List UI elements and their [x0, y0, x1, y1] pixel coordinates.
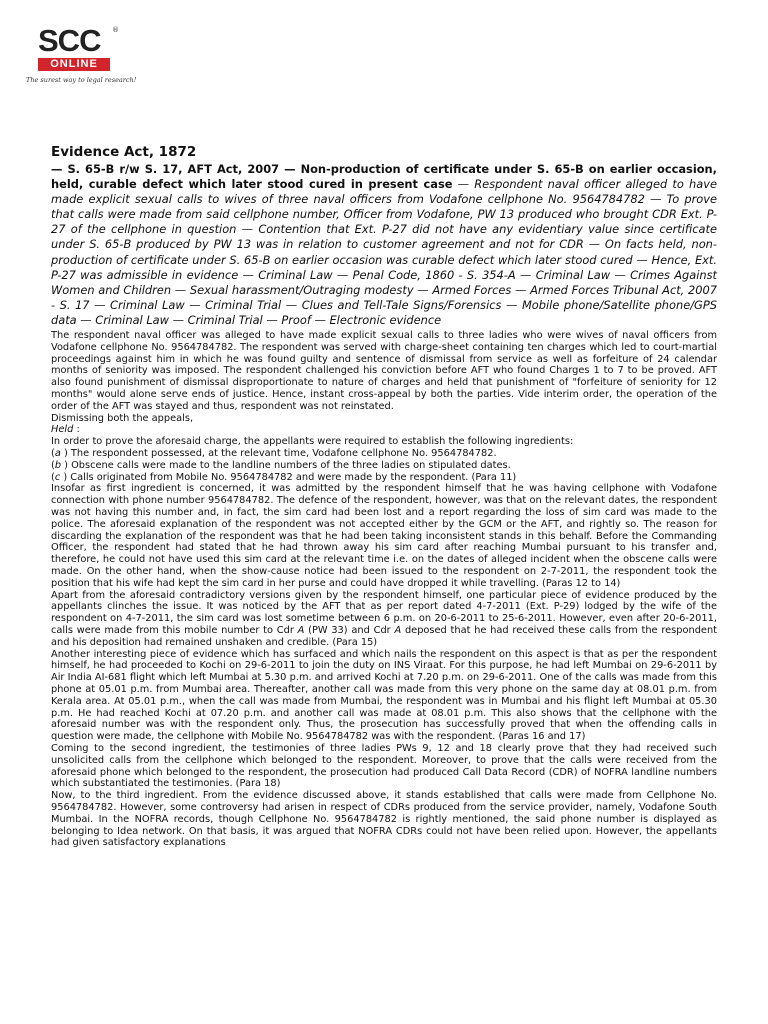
- logo-online-badge: ONLINE: [38, 58, 110, 71]
- held-line: [51, 424, 717, 436]
- ingredients-intro: In order to prove the aforesaid charge, the appellants were required to establish the following ingredients:: [51, 436, 574, 448]
- facts-paragraph: The respondent naval officer was alleged to have made explicit sexual calls to three ladies who were wives of naval officers from Vodafone cellphone No. 9564784782. The respondent was served with charge-sheet containing ten charges which led to court-martial proceedings against him in which he was found guilty and sentence of dismissal from service as well as forfeiture of 24 calendar months of seniority was imposed. The respondent challenged his conviction before AFT who found Charges 1 to 7 to be proved. AFT also found punishment of dismissal disproportionate to nature of charges and held that punishment of "forfeiture of seniority for 12 months" would alone serve ends of justice. Hence, instant cross-appeal by both the parties. Vide interim order, the operation of the order of the AFT was stayed and thus, respondent was not reinstated.: [51, 330, 717, 412]
- scc-online-logo: [26, 24, 136, 94]
- held-label: Held: [51, 424, 74, 436]
- ingredient-item: (b ) Obscene calls were made to the landline numbers of the three ladies on stipulated dates.: [51, 459, 511, 471]
- headnote: [51, 162, 717, 328]
- kochi-evidence-paragraph: Another interesting piece of evidence which has surfaced and which nails the respondent on this aspect is that as per the respondent himself, he had proceeded to Kochi on 29-6-2011 to join the duty on INS Viraat. For this purpose, he had left Mumbai on 29-6-2011 by Air India AI-681 flight which left Mumbai at 5.30 p.m. and arrived Kochi at 7.20 p.m. on 29-6-2011. One of the calls was made from this phone at 05.01 p.m. from Mumbai area. Thereafter, another call was made from this very phone on the same day at 08.01 p.m. from Kerala area. At 05.01 p.m., when the call was made from Mumbai, the respondent was in Mumbai and his flight left Mumbai at 05.30 p.m. He had reached Kochi at 07.20 p.m. and another call was made at 08.01 p.m. This also shows that the cellphone with the aforesaid number was with the respondent only. Thus, the prosecution has successfully proved that when the offending calls in question were made, the cellphone with Mobile No. 9564784782 was with the respondent. (Paras 16 and 17): [51, 648, 717, 743]
- registered-mark: ®: [112, 26, 119, 34]
- paragraph-text: deposed that he had received these calls from the respondent and his deposition had remained unshaken and credible. (Para 15): [51, 624, 718, 648]
- second-ingredient-paragraph: Coming to the second ingredient, the testimonies of three ladies PWs 9, 12 and 18 clearly prove that they had received such unsolicited calls from the cellphone which belonged to the respondent. Moreover, to prove that the calls were received from the aforesaid phone which belonged to the respondent, the prosecution had produced Call Data Record (CDR) of NOFRA landline numbers which substantiated the testimonies. (Para 18): [51, 742, 717, 790]
- paragraph-text: Apart from the aforesaid contradictory versions given by the respondent himself, one particular piece of evidence produced by the appellants clinches the issue. It was noticed by the AFT that as per report dated 4-7-2011 (Ext. P-29) lodged by the wife of the respondent on 4-7-2011, the sim card was lost sometime between 6 p.m. on 20-6-2011 to 25-6-2011. However, even after 20-6-2011, calls were made from this mobile number to Cdr: [51, 589, 717, 636]
- logo-wordmark: SCC: [38, 23, 101, 58]
- ingredient-letter: b: [54, 459, 62, 471]
- document-content: [51, 143, 717, 849]
- ingredient-item: (a ) The respondent possessed, at the relevant time, Vodafone cellphone No. 9564784782.: [51, 448, 497, 459]
- held-suffix: :: [73, 424, 80, 436]
- headnote-italic: — Respondent naval officer alleged to have made explicit sexual calls to wives of three naval officers from Vodafone cellphone No. 9564784782 — To prove that calls were made from said cellphone number, Officer from Vodafone, PW 13 produced who brought CDR Ext. P-27 of the cellphone in question — Contention that Ext. P-27 did not have any evidentiary value since certificate under S. 65-B produced by PW 13 was in relation to customer agreement and not for CDR — On facts held, non-production of certificate under S. 65-B on earlier occasion was curable defect which later stood cured — Hence, Ext. P-27 was admissible in evidence — Criminal Law — Penal Code, 1860 - S. 354-A — Criminal Law — Crimes Against Women and Children — Sexual harassment/Outraging modesty — Armed Forces — Armed Forces Tribunal Act, 2007 - S. 17 — Criminal Law — Criminal Trial — Clues and Tell-Tale Signs/Forensics — Mobile phone/Satellite phone/GPS data — Criminal Law — Criminal Trial — Proof — Electronic evidence: [51, 177, 718, 327]
- cdr-a-italic: A: [394, 624, 402, 636]
- first-ingredient-paragraph: Insofar as first ingredient is concerned, it was admitted by the respondent himself that he was having cellphone with Vodafone connection with phone number 9564784782. The defence of the respondent, however, was that on the relevant dates, the respondent was not having this number and, in fact, the sim card had been lost and a report regarding the loss of sim card was made to the police. The aforesaid explanation of the respondent was not accepted either by the GCM or the AFT, and rightly so. The reason for discarding the explanation of the respondent was that he had been taking inconsistent stands in this behalf. Before the Commanding Officer, the respondent had stated that he had thrown away his sim card after reaching Mumbai pursuant to his transfer and, therefore, he could not have used this sim card at the relevant time i.e. on the dates of alleged incident when the obscene calls were made. On the other hand, when the show-cause notice had been issued to the respondent on 2-7-2011, the respondent took the position that his wife had kept the sim card in her purse and could have dropped it while travelling. (Paras 12 to 14): [51, 483, 717, 589]
- headnote-bold: — S. 65-B r/w S. 17, AFT Act, 2007 — Non-production of certificate under S. 65-B on earlier occasion, held, curable defect which later stood cured in present case: [51, 162, 717, 192]
- ingredient-text: ) Calls originated from Mobile No. 9564784782 and were made by the respondent. (Para 11): [60, 471, 517, 483]
- ingredient-letter: a: [54, 448, 61, 459]
- cdr-a-italic: A: [297, 624, 305, 636]
- contradictory-versions-paragraph: [51, 590, 717, 649]
- ingredient-item: (c ) Calls originated from Mobile No. 9564784782 and were made by the respondent. (Para 11): [51, 471, 517, 483]
- ingredient-text: ) The respondent possessed, at the relevant time, Vodafone cellphone No. 9564784782.: [60, 448, 497, 459]
- ingredient-letter: c: [54, 471, 61, 483]
- logo-tagline: The surest way to legal research!: [26, 76, 137, 84]
- act-title: Evidence Act, 1872: [51, 144, 197, 160]
- dismissing-line: Dismissing both the appeals,: [51, 412, 194, 424]
- judgment-summary: [51, 330, 717, 849]
- third-ingredient-paragraph: Now, to the third ingredient. From the evidence discussed above, it stands established that calls were made from Cellphone No. 9564784782. However, some controversy had arisen in respect of CDRs produced from the service provider, namely, Vodafone South Mumbai. In the NOFRA records, though Cellphone No. 9564784782 is rightly mentioned, the said phone number is displayed as belonging to Idea network. On that basis, it was argued that NOFRA CDRs could not have been relied upon. However, the appellants had given satisfactory explanations: [51, 790, 717, 849]
- paragraph-text: (PW 33) and Cdr: [304, 624, 395, 636]
- ingredient-text: ) Obscene calls were made to the landline numbers of the three ladies on stipulated dates.: [61, 459, 511, 471]
